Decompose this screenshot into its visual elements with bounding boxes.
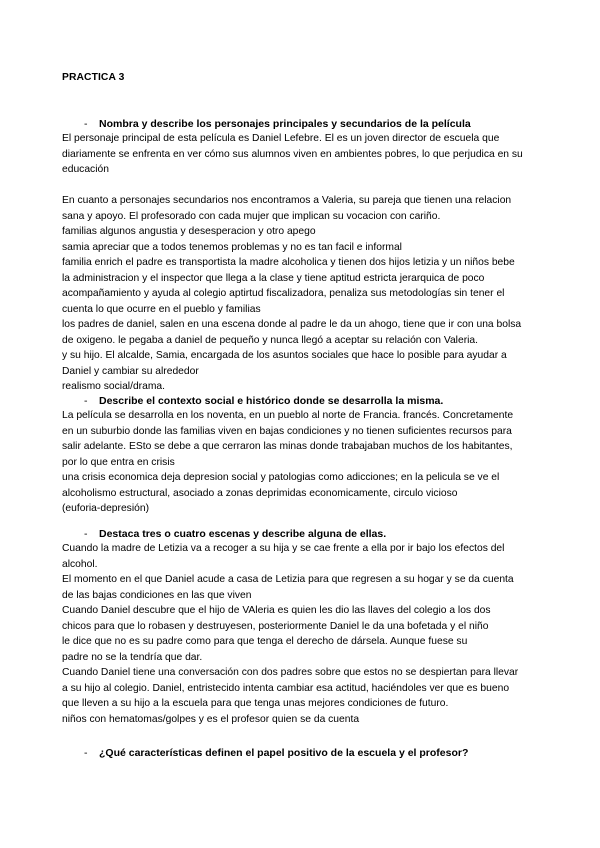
paragraph-line: educación xyxy=(62,164,109,175)
paragraph-line: de oxigeno. le pegaba a daniel de pequeño y nunca llegó a aceptar su relación con Valeria. xyxy=(62,334,478,346)
section-body xyxy=(62,408,582,517)
bullet-dash: - xyxy=(84,747,88,759)
heading-text: Destaca tres o cuatro escenas y describe alguna de ellas. xyxy=(99,528,387,540)
section-scenes xyxy=(62,527,582,727)
paragraph-line: El personaje principal de esta película es Daniel Lefebre. El es un joven director de escuela que xyxy=(62,133,500,144)
paragraph-line: samia apreciar que a todos tenemos problemas y no es tan facil e informal xyxy=(62,241,402,253)
heading-text: ¿Qué características definen el papel positivo de la escuela y el profesor? xyxy=(99,747,469,759)
paragraph-line: alcoholismo estructural, asociado a zonas deprimidas economicamente, circulo vicioso xyxy=(62,487,458,499)
section-characters xyxy=(62,117,582,395)
paragraph-line: familia enrich el padre es transportista la madre alcoholica y tienen dos hijos letizia y un niños bebe xyxy=(62,257,515,268)
paragraph-line: que lleven a su hijo a la escuela para que tenga unas mejores condiciones de futuro. xyxy=(62,698,449,709)
paragraph-line: por lo que entra en crisis xyxy=(62,456,175,468)
paragraph-line: y su hijo. El alcalde, Samia, encargada de los asuntos sociales que hace lo posible para ayudar a xyxy=(62,350,507,361)
heading-text: Describe el contexto social e histórico donde se desarrolla la misma. xyxy=(99,395,444,407)
section-body xyxy=(62,541,582,727)
blank-line xyxy=(62,178,582,194)
paragraph-line: le dice que no es su padre como para que tenga el derecho de dársela. Aunque fuese su xyxy=(62,636,468,647)
paragraph-line: salir adelante. ESto se debe a que cerraron las minas donde trabajaban muchos de los habitantes, xyxy=(62,441,513,452)
section-school-role xyxy=(62,746,582,760)
paragraph-line: La película se desarrolla en los noventa, en un pueblo al norte de Francia. francés. Concretamente xyxy=(62,410,514,421)
paragraph-line: de las bajas condiciones en las que viven xyxy=(62,589,252,601)
paragraph-line: diariamente se enfrenta en ver cómo sus alumnos viven en ambientes pobres, lo que perjudica en su xyxy=(62,148,523,160)
paragraph-line: en un suburbio donde las familias viven en bajas condiciones y no tienen suficientes recursos para xyxy=(62,425,512,437)
paragraph-line: familias algunos angustia y desesperacion y otro apego xyxy=(62,226,316,237)
paragraph-line: la administracion y el inspector que llega a la clase y tiene aptitud estricta jerarquica de poco xyxy=(62,272,485,284)
bullet-dash: - xyxy=(84,528,88,540)
paragraph-line: Daniel y cambiar su alrededor xyxy=(62,365,199,377)
paragraph-line: alcohol. xyxy=(62,558,98,570)
paragraph-line: realismo social/drama. xyxy=(62,381,166,392)
page-title: PRACTICA 3 xyxy=(62,72,125,83)
paragraph-line: acompañamiento y ayuda al colegio aptirtud fiscalizadora, penaliza sus metodologías sin tener el xyxy=(62,288,505,299)
paragraph-line: niños con hematomas/golpes y es el profesor quien se da cuenta xyxy=(62,713,360,725)
section-heading xyxy=(84,394,582,408)
section-heading xyxy=(84,527,582,541)
section-context xyxy=(62,394,582,517)
paragraph-line: cuenta lo que ocurre en el pueblo y familias xyxy=(62,303,261,315)
section-body xyxy=(62,131,582,395)
paragraph-line: padre no se la tendría que dar. xyxy=(62,651,203,663)
bullet-dash: - xyxy=(84,118,88,130)
paragraph-line: Cuando la madre de Letizia va a recoger a su hija y se cae frente a ella por ir bajo los efectos del xyxy=(62,543,505,554)
paragraph-line: los padres de daniel, salen en una escena donde al padre le da un ahogo, tiene que ir con una bolsa xyxy=(62,319,522,330)
paragraph-line: sana y apoyo. El profesorado con cada mujer que implican su vocacion con cariño. xyxy=(62,210,441,222)
section-heading xyxy=(84,117,582,131)
paragraph-line: Cuando Daniel tiene una conversación con dos padres sobre que estos no se despiertan para llevar xyxy=(62,667,519,678)
heading-text: Nombra y describe los personajes principales y secundarios de la película xyxy=(99,118,471,130)
bullet-dash: - xyxy=(84,395,88,407)
paragraph-line: a su hijo al colegio. Daniel, entristecido intenta cambiar esa actitud, haciéndoles ver que es bueno xyxy=(62,682,510,694)
paragraph-line: Cuando Daniel descubre que el hijo de VAleria es quien les dio las llaves del colegio a los dos xyxy=(62,605,491,616)
paragraph-line: chicos para que lo robasen y destruyesen, posteriormente Daniel le da una bofetada y el niño xyxy=(62,620,489,632)
paragraph-line: (euforia-depresión) xyxy=(62,503,149,514)
section-heading xyxy=(84,746,582,760)
paragraph-line: una crisis economica deja depresion social y patologias como adicciones; en la pelicula se ve el xyxy=(62,472,500,483)
paragraph-line: El momento en el que Daniel acude a casa de Letizia para que regresen a su hogar y se da cuenta xyxy=(62,574,514,585)
paragraph-line: En cuanto a personajes secundarios nos encontramos a Valeria, su pareja que tienen una relacion xyxy=(62,195,512,206)
